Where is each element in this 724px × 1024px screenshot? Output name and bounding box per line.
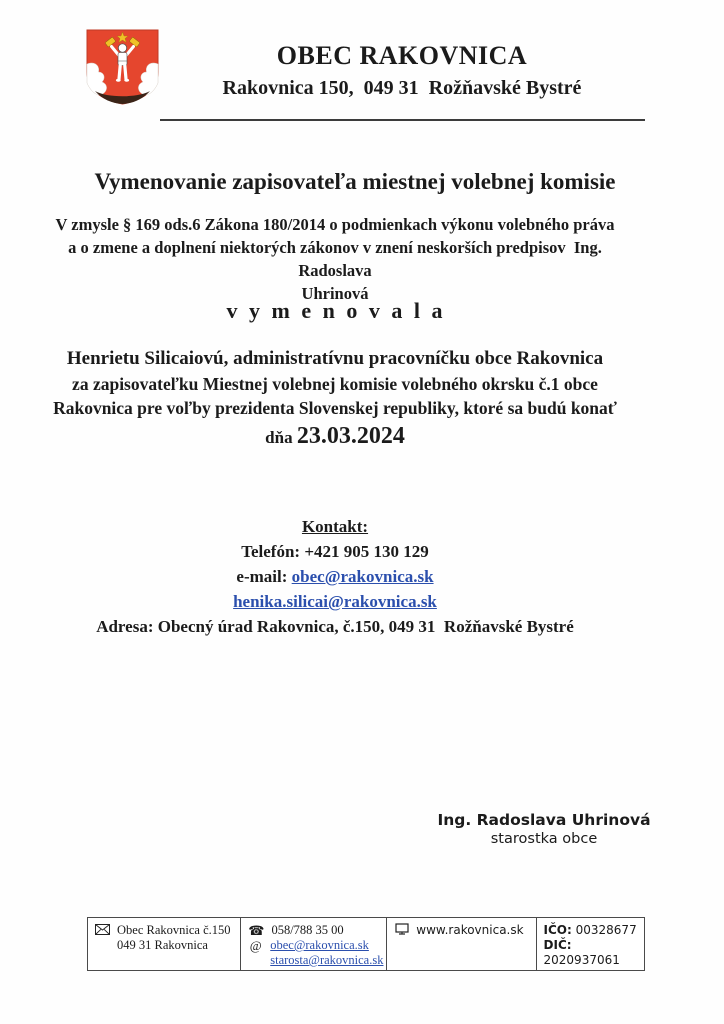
email-link-secondary[interactable]: henika.silicai@rakovnica.sk xyxy=(233,592,437,611)
email-label: e-mail: xyxy=(236,567,292,586)
signatory-role: starostka obce xyxy=(490,831,598,847)
election-date-line xyxy=(30,421,640,453)
action-word: v y m e n o v a l a xyxy=(226,298,444,323)
election-date: 23.03.2024 xyxy=(296,423,405,449)
footer-address-cell xyxy=(88,918,240,970)
contact-heading: Kontakt: xyxy=(301,517,369,536)
footer-ico-line xyxy=(544,923,639,938)
intro-line: V zmysle § 169 ods.6 Zákona 180/2014 o podmienkach výkonu volebného práva xyxy=(55,215,615,234)
appointee-name-line: Henrietu Silicaiovú, administratívnu pracovníčku obce Rakovnica xyxy=(66,348,604,369)
intro-paragraph xyxy=(30,213,640,305)
footer-phone-email-cell xyxy=(240,918,386,970)
footer-dic-line xyxy=(544,938,639,968)
footer-phone-number: 058/788 35 00 xyxy=(271,923,344,937)
footer-website-link[interactable]: www.rakovnica.sk xyxy=(416,923,524,937)
document-title: Vymenovanie zapisovateľa miestnej volebnej komisie xyxy=(94,169,616,194)
footer-address-line1: Obec Rakovnica č.150 xyxy=(117,923,231,937)
appointment-paragraph xyxy=(30,346,640,453)
appointment-line: za zapisovateľku Miestnej volebnej komisie volebného okrsku č.1 obce xyxy=(72,374,598,394)
org-address: Rakovnica 150, 049 31 Rožňavské Bystré xyxy=(222,77,582,99)
footer-address-line2: 049 31 Rakovnica xyxy=(117,938,208,952)
envelope-icon xyxy=(95,923,110,938)
contact-phone: Telefón: +421 905 130 129 xyxy=(241,542,429,561)
footer-email-link-1[interactable]: obec@rakovnica.sk xyxy=(270,938,369,952)
dic-label: DIČ: xyxy=(543,938,572,952)
date-prefix: dňa xyxy=(265,428,297,447)
footer-contact-table xyxy=(87,917,645,971)
intro-line: a o zmene a doplnení niektorých zákonov v znení neskorších predpisov Ing. Radoslava xyxy=(68,238,606,280)
contact-email-line xyxy=(30,589,640,614)
footer-address-lines xyxy=(117,923,231,953)
header-divider xyxy=(160,119,645,121)
letterhead xyxy=(140,42,664,100)
contact-block xyxy=(30,514,640,639)
phone-icon: ☎ xyxy=(248,923,265,938)
at-icon: @ xyxy=(249,938,262,953)
ico-value: 00328677 xyxy=(575,923,637,937)
ico-label: IČO: xyxy=(543,923,572,937)
contact-email-line xyxy=(30,564,640,589)
org-name: OBEC RAKOVNICA xyxy=(276,41,528,70)
appointment-line: Rakovnica pre voľby prezidenta Slovenskej republiky, ktoré sa budú konať xyxy=(53,398,617,418)
footer-email-link-2[interactable]: starosta@rakovnica.sk xyxy=(270,953,384,967)
footer-ids-cell xyxy=(536,918,644,970)
dic-value: 2020937061 xyxy=(543,953,620,967)
signature-block xyxy=(424,810,664,849)
intro-line: Uhrinová xyxy=(301,284,369,303)
contact-address: Adresa: Obecný úrad Rakovnica, č.150, 049 31 Rožňavské Bystré xyxy=(96,617,574,636)
footer-website-cell xyxy=(386,918,535,970)
signatory-name: Ing. Radoslava Uhrinová xyxy=(437,811,651,829)
email-link-primary[interactable]: obec@rakovnica.sk xyxy=(291,567,434,586)
monitor-icon xyxy=(394,923,409,939)
